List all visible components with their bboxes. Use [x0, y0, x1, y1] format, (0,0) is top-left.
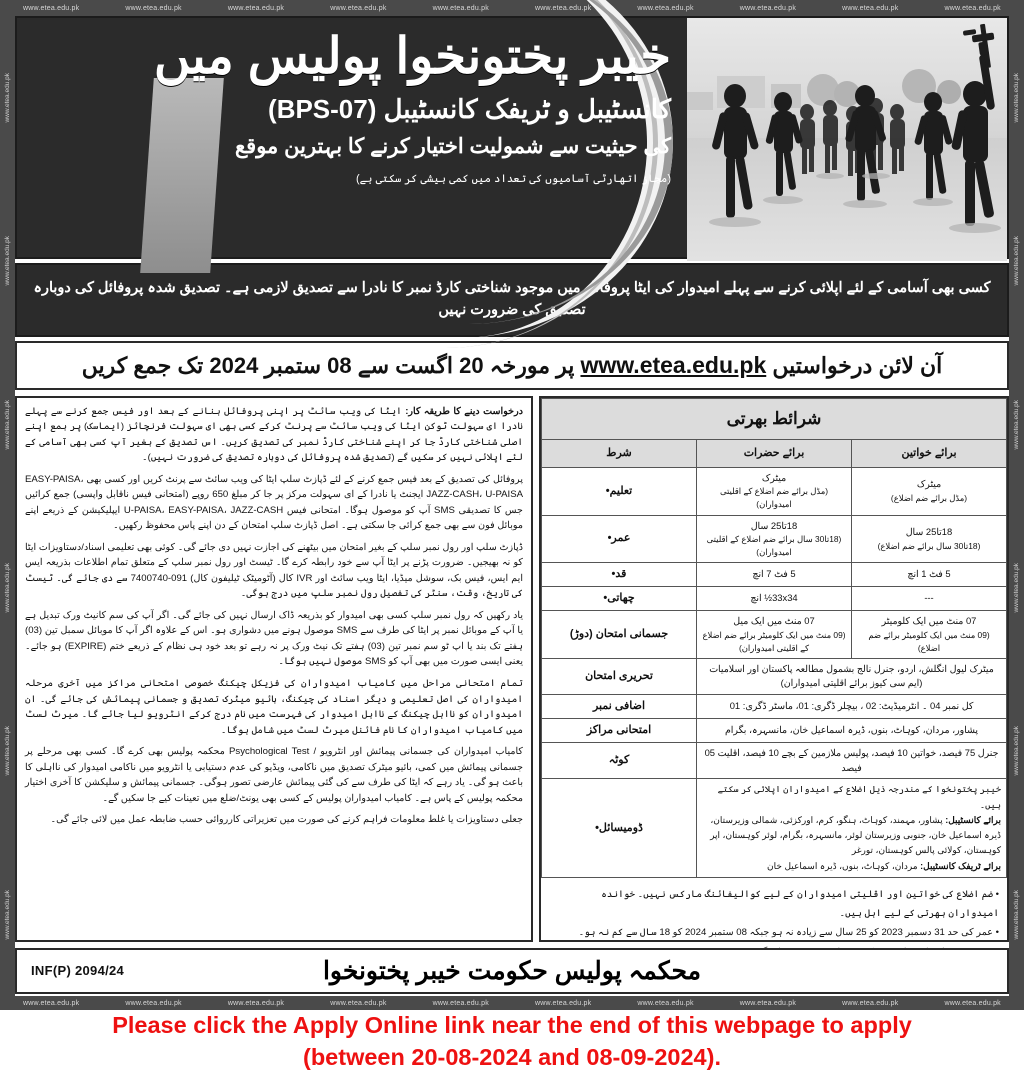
hero-note: (مجاز اتھارٹی آسامیوں کی تعداد میں کمی بیشی کر سکتی ہے) — [355, 173, 671, 185]
watermark-text: www.etea.edu.pk — [125, 4, 182, 12]
watermark-text: www.etea.edu.pk — [432, 999, 489, 1007]
watermark-strip-top — [0, 0, 1024, 16]
watermark-text: www.etea.edu.pk — [125, 999, 182, 1007]
domicile-constable: برائے کانسٹیبل: پشاور، مہمند، کوہاٹ، ہنگو، کرم، اورکزئی، شمالی وزیرستان، ڈیرہ اسماعیل خان، جنوبی وزیرستان لوئر، مانسہرہ، بگرام، لوئر کوہستان، اپر کوہستان، کولائی پالس کوہستان، تورغر — [710, 814, 1001, 856]
watermark-text: www.etea.edu.pk — [4, 236, 11, 286]
table-row — [542, 658, 1007, 694]
table-row — [542, 563, 1007, 587]
requirement-condition-label: تعلیم• — [542, 467, 697, 515]
requirements-panel — [539, 396, 1009, 942]
requirement-value-full: جنرل 75 فیصد، خواتین 10 فیصد، پولیس ملازمین کے بچے 10 فیصد، اقلیت 05 فیصد — [697, 743, 1007, 779]
procedure-paragraph: کامیاب امیدواران کی جسمانی پیمائش اور انٹرویو / Psychological Test محکمہ پولیس بھی کرے گا۔ کسی بھی مرحلے پر جسمانی پیمائش میں کمی، بائیو میٹرک تصدیق میں ناکامی، ویڈیو کی عدم دستیابی یا انٹرویو میں ناکامی امیدوار کی نااہلی کا باعث ہو گی۔ یاد رہے کہ ایٹا کی طرف سے کی گئی پیمائش عارضی تصور ہوگی۔ جسمانی پیمائش و سلیکشن کا آخری اختیار محکمہ پولیس کے پاس ہے۔ کامیاب امیدواران پولیس کے کسی بھی یونٹ/ضلع میں تعینات کیے جا سکیں گے۔ — [25, 746, 524, 804]
requirement-value-women-sub: (18تا30 سال برائے ضم اضلاع) — [877, 540, 981, 551]
watermark-strip-left — [0, 16, 15, 996]
nadra-verification-notice: کسی بھی آسامی کے لئے اپلائی کرنے سے پہلے امیدوار کی ایٹا پروفائل میں موجود شناختی کارڈ نمبر کا نادرا سے تصدیق لازمی ہے۔ تصدیق شدہ پروفائل کی دوبارہ تصدیق کی ضرورت نہیں — [15, 263, 1009, 337]
table-row — [542, 587, 1007, 611]
requirement-condition-label: ڈومیسائل• — [542, 779, 697, 878]
table-header-row — [542, 439, 1007, 467]
watermark-text: www.etea.edu.pk — [637, 4, 694, 12]
inf-number: INF(P) 2094/24 — [31, 963, 125, 978]
callout-line2: (between 20-08-2024 and 08-09-2024). — [303, 1043, 721, 1070]
domicile-details — [697, 779, 1007, 878]
table-row — [542, 719, 1007, 743]
watermark-text: www.etea.edu.pk — [534, 4, 592, 12]
advertisement-body — [15, 16, 1009, 996]
watermark-text: www.etea.edu.pk — [739, 999, 797, 1007]
requirements-table-title: شرائط بھرتی — [542, 398, 1007, 439]
requirement-condition-label: قد• — [542, 563, 697, 587]
hero-title-line1: خیبر پختونخوا پولیس میں — [153, 28, 671, 84]
watermark-text: www.etea.edu.pk — [842, 4, 899, 12]
procedure-paragraph: پروفائل کی تصدیق کے بعد فیس جمع کرنے کے لئے ڈپازٹ سلپ ایٹا کی ویب سائٹ سے پرنٹ کریں اور کسی بھی EASY-PAISA، JAZZ-CASH، U-PAISA ایجنٹ یا نادرا کے ای سہولت مرکز پر جا کر مبلغ 650 روپے (امتحانی فیس ناقابل واپسی) جمع کرائیں جس کا تصدیقی SMS آپ کو موصول ہوگا۔ امتحانی فیس U-PAISA، EASY-PAISA، JAZZ-CASH ایپلیکیشن کے ذریعے اپنے موبائل فون سے بھی جمع کرائی جا سکتی ہے۔ اصل ڈپازٹ سلپ امتحان کے دن اپنے پاس محفوظ رکھیں۔ — [25, 473, 524, 532]
watermark-text: www.etea.edu.pk — [330, 4, 387, 12]
requirement-value-women: --- — [852, 587, 1007, 611]
domicile-intro: خیبر پختونخوا کے مندرجہ ذیل اضلاع کے امیدواران اپلائی کر سکتے ہیں۔ — [717, 784, 1001, 810]
column-header-men: برائے حضرات — [697, 439, 852, 467]
watermark-text: www.etea.edu.pk — [23, 4, 80, 12]
watermark-text: www.etea.edu.pk — [4, 562, 11, 613]
procedure-paragraph: جعلی دستاویزات یا غلط معلومات فراہم کرنے کی صورت میں تعزیراتی کارروائی حسب ضابطہ عمل میں لائی جائے گی۔ — [50, 814, 523, 826]
requirement-value-women: 18تا25 سال (18تا30 سال برائے ضم اضلاع) — [852, 515, 1007, 563]
requirement-condition-label: امتحانی مراکز — [542, 719, 697, 743]
requirement-value-men: میٹرک (مڈل برائے ضم اضلاع کے اقلیتی امیدواران) — [697, 467, 852, 515]
apply-online-callout — [0, 1010, 1024, 1073]
table-row — [542, 467, 1007, 515]
table-row — [542, 743, 1007, 779]
requirement-value-women-sub: (09 منٹ میں ایک کلومیٹر برائے ضم اضلاع) — [868, 629, 990, 653]
watermark-text: www.etea.edu.pk — [4, 72, 11, 123]
column-header-condition: شرط — [542, 439, 697, 467]
domicile-constable-label: برائے کانسٹیبل: — [942, 814, 1001, 825]
table-title-row — [542, 398, 1007, 439]
requirement-value-full: پشاور، مردان، کوہاٹ، بنوں، ڈیرہ اسماعیل خان، مانسہرہ، بگرام — [697, 719, 1007, 743]
hero-banner — [15, 16, 1009, 259]
watermark-text: www.etea.edu.pk — [637, 999, 694, 1007]
application-deadline-bar — [15, 341, 1009, 390]
watermark-text: www.etea.edu.pk — [1013, 889, 1020, 940]
watermark-text: www.etea.edu.pk — [227, 4, 285, 12]
watermark-text: www.etea.edu.pk — [227, 999, 285, 1007]
requirement-value-men: 5 فٹ 7 انچ — [697, 563, 852, 587]
etea-website-link[interactable]: www.etea.edu.pk — [580, 351, 767, 378]
watermark-text: www.etea.edu.pk — [4, 399, 11, 450]
requirement-value-full: کل نمبر 04 ۔ انٹرمیڈیٹ: 02 ، بیچلر ڈگری: 01، ماسٹر ڈگری: 01 — [697, 694, 1007, 718]
procedure-paragraph: ڈپازٹ سلپ اور رول نمبر سلپ کے بغیر امتحان میں بیٹھنے کی اجازت نہیں دی جائے گی۔ کوئی بھی تعلیمی اسناد/دستاویزات ایٹا کو نہ بھیجیں۔ ضرورت پڑنے پر ایٹا آپ سے خود رابطہ کرے گا۔ ٹیسٹ اور رول نمبر سلپ کے متعلق تمام اطلاعات بذریعہ ایس ایم ایس، فیس بک، سوشل میڈیا، ایٹا ویب سائٹ اور IVR کال (آٹومیٹک ٹیلیفون کال) 091-7400740 سے دی جائے گی۔ ٹیسٹ کی تاریخ، وقت، سنٹر کی تفصیل رول نمبر سلپ میں درج ہوگی۔ — [25, 541, 523, 600]
deadline-prefix: آن لائن درخواستیں — [772, 352, 943, 378]
domicile-traffic: برائے ٹریفک کانسٹیبل: مردان، کوہاٹ، بنوں، ڈیرہ اسماعیل خان — [767, 860, 1001, 871]
department-footer-bar — [15, 948, 1009, 994]
requirement-value-women: 07 منٹ میں ایک کلومیٹر (09 منٹ میں ایک کلومیٹر برائے ضم اضلاع) — [852, 611, 1007, 659]
content-columns — [15, 396, 1009, 942]
hero-heading-group — [31, 28, 671, 185]
hero-title-line3: کی حیثیت سے شمولیت اختیار کرنے کا بہترین موقع — [234, 134, 671, 158]
domicile-traffic-label: برائے ٹریفک کانسٹیبل: — [917, 860, 1001, 871]
requirement-condition-label: کوٹہ — [542, 743, 697, 779]
requirement-value-men-sub: (18تا30 سال برائے ضم اضلاع کے اقلیتی امیدواران) — [706, 534, 842, 558]
requirement-value-women-sub: (مڈل برائے ضم اضلاع) — [890, 492, 968, 503]
requirement-value-women: میٹرک (مڈل برائے ضم اضلاع) — [852, 467, 1007, 515]
table-row-domicile — [542, 779, 1007, 878]
watermark-text: www.etea.edu.pk — [4, 726, 11, 776]
watermark-text: www.etea.edu.pk — [842, 999, 899, 1007]
requirement-condition-label: تحریری امتحان — [542, 658, 697, 694]
procedure-paragraph: تمام امتحانی مراحل میں کامیاب امیدواران کی فزیکل چیکنگ خصوصی امتحانی مراکز میں آخری مرحلہ امیدواران کی اصل تعلیمی و دیگر اسناد کی چیکنگ، بائیو میٹرک تصدیق و جسمانی پیمائش کی جائے گی۔ ان امیدواران کو نااہل چیکنگ کے نااہل امیدوار کی فہرست میں نام درج کرکے انٹرویو لیا جائے گا۔ میرٹ لسٹ میں کامیاب امیدواران کا نام فائنل میرٹ لسٹ میں شامل ہوگا۔ — [25, 678, 523, 736]
requirement-value-men: 18تا25 سال (18تا30 سال برائے ضم اضلاع کے اقلیتی امیدواران) — [697, 515, 852, 563]
requirement-condition-label: عمر• — [542, 515, 697, 563]
requirement-value-men-sub: (09 منٹ میں ایک کلومیٹر برائے ضم اضلاع کے اقلیتی امیدواران) — [702, 629, 846, 653]
deadline-suffix: پر مورخہ 20 اگست سے 08 ستمبر 2024 تک جمع کریں — [81, 352, 575, 378]
table-row — [542, 515, 1007, 563]
watermark-text: www.etea.edu.pk — [1013, 562, 1020, 613]
watermark-text: www.etea.edu.pk — [534, 999, 592, 1007]
requirement-value-full: میٹرک لیول انگلش، اردو، جنرل نالج بشمول مطالعہ پاکستان اور اسلامیات (ایم سی کیوز برائے اقلیتی امیدواران) — [697, 658, 1007, 694]
requirements-table — [541, 398, 1007, 879]
procedure-paragraph: درخواست دینے کا طریقہ کار: ایٹا کی ویب سائٹ پر اپنی پروفائل بنانے کے بعد اور فیس جمع کرنے سے پہلے نادرا ای سہولت ٹوکن ایٹا کی ویب سائٹ سے پرنٹ کرکے کسی بھی ای سہولت فرنچائز (ایماسک) پر بمع اپنے اصلی شناختی کارڈ جا کر اپنے شناختی کارڈ نمبر کی تصدیق کریں۔ اس تصدیق کے بغیر آپ کسی بھی آسامی کے لئے اپلائی نہیں کر سکیں گے (تصدیق شدہ پروفائل کی دوبارہ تصدیق کی ضرورت نہیں)۔ — [25, 405, 523, 464]
hero-title-line2: کانسٹیبل و ٹریفک کانسٹیبل (BPS-07) — [268, 93, 671, 124]
watermark-text: www.etea.edu.pk — [330, 999, 387, 1007]
requirement-condition-label: جسمانی امتحان (دوڑ) — [542, 611, 697, 659]
watermark-text: www.etea.edu.pk — [944, 4, 1001, 12]
requirement-note: • عمر کی حد 31 دسمبر 2023 کو 25 سال سے زیادہ نہ ہو جبکہ 08 ستمبر 2024 کو 18 سال سے کم نہ ہو۔ — [578, 927, 999, 939]
application-procedure-panel — [15, 396, 533, 942]
table-row — [542, 611, 1007, 659]
department-name: محکمہ پولیس حکومت خیبر پختونخوا — [322, 956, 702, 985]
watermark-text: www.etea.edu.pk — [1013, 726, 1020, 776]
watermark-text: www.etea.edu.pk — [1013, 72, 1020, 123]
watermark-text: www.etea.edu.pk — [739, 4, 797, 12]
requirement-value-women: 5 فٹ 1 انچ — [852, 563, 1007, 587]
watermark-text: www.etea.edu.pk — [4, 889, 11, 940]
watermark-text: www.etea.edu.pk — [1013, 399, 1020, 450]
requirement-condition-label: چھاتی• — [542, 587, 697, 611]
callout-line1: Please click the Apply Online link near the end of this webpage to apply — [112, 1012, 912, 1038]
table-row — [542, 694, 1007, 718]
watermark-text: www.etea.edu.pk — [432, 4, 489, 12]
watermark-text: www.etea.edu.pk — [944, 999, 1001, 1007]
requirement-value-men-sub: (مڈل برائے ضم اضلاع کے اقلیتی امیدواران) — [719, 486, 829, 510]
watermark-strip-bottom — [0, 996, 1024, 1010]
requirement-value-men: 33x34½ انچ — [697, 587, 852, 611]
requirement-value-men: 07 منٹ میں ایک میل (09 منٹ میں ایک کلومیٹر برائے ضم اضلاع کے اقلیتی امیدواران) — [697, 611, 852, 659]
requirement-note: • ضم اضلاع کی خواتین اور اقلیتی امیدواران کے لیے کوالیفائنگ مارکس نہیں۔ خواندہ امیدواران بھرتی کے لیے اہل ہیں۔ — [601, 889, 999, 919]
watermark-text: www.etea.edu.pk — [23, 999, 80, 1007]
female-police-recruits-running-photo — [687, 18, 1007, 261]
column-header-women: برائے خواتین — [852, 439, 1007, 467]
procedure-paragraph-lead: درخواست دینے کا طریقہ کار: — [401, 405, 523, 417]
watermark-strip-right — [1009, 16, 1024, 996]
procedure-paragraph: یاد رکھیں کہ رول نمبر سلپ کسی بھی امیدوار کو بذریعہ ڈاک ارسال نہیں کی جائے گی۔ اگر آپ کی سم کانیٹ ورک تبدیل ہے یا آپ کے موبائل نمبر پر ایٹا کی طرف سے SMS موصول ہونے میں دشواری ہو۔ اس کے علاوہ اگر آپ کا موبائل سمبل تین (03) ہفتے تک بند یا اپ ٹو سم نمبر تین (03) ہفتے تک نیٹ ورک پر نہ رہے تو بعد خود ہی نظام کے ذریعے ختم (EXPIRE) ہو جائے۔ یعنی ایسی صورت میں بھی آپ کو SMS موصول نہیں ہوگا۔ — [25, 609, 523, 668]
requirement-condition-label: اضافی نمبر — [542, 694, 697, 718]
watermark-text: www.etea.edu.pk — [1013, 236, 1020, 286]
